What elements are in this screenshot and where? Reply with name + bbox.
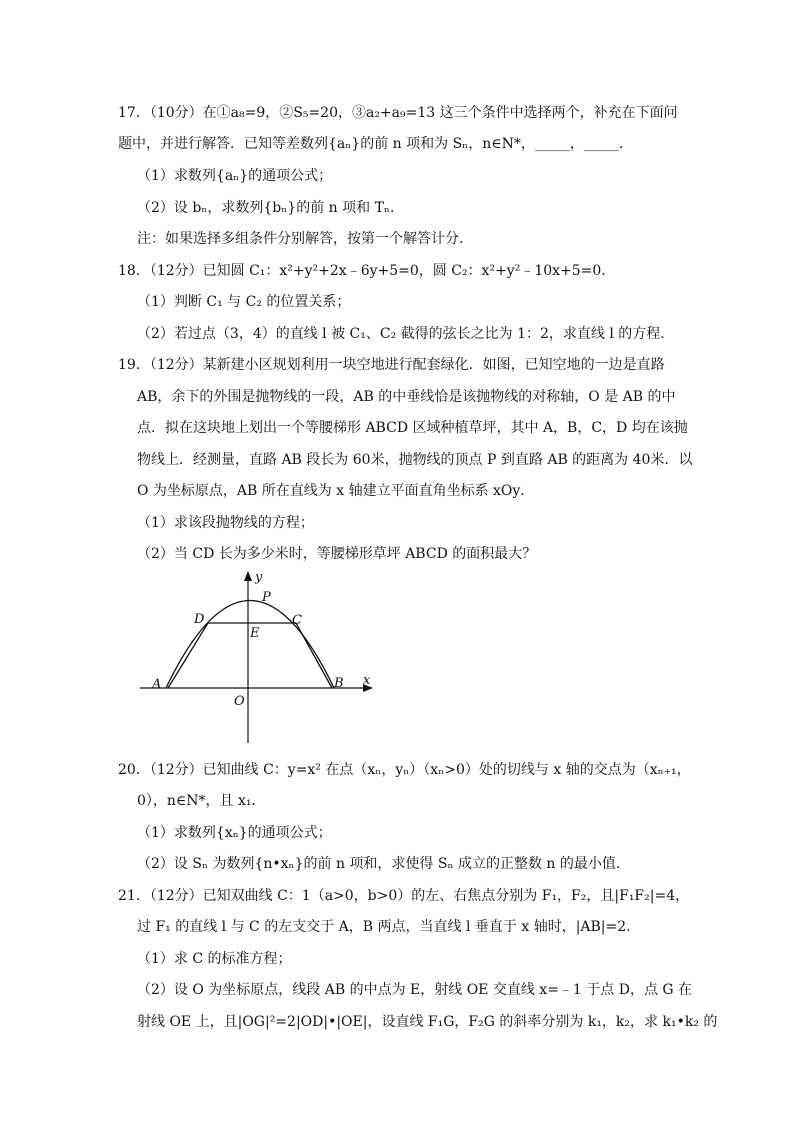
q21-part2: （2）设 O 为坐标原点，线段 AB 的中点为 E，射线 OE 交直线 x=﹣1 于点 D，点 G 在 (137, 982, 693, 998)
q18-part2: （2）若过点（3，4）的直线 l 被 C₁、C₂ 截得的弦长之比为 1：2，求直线 l 的方程． (137, 326, 675, 342)
q21-part1: （1）求 C 的标准方程； (137, 951, 292, 967)
q18-part1: （1）判断 C₁ 与 C₂ 的位置关系； (137, 294, 351, 310)
label-o: O (234, 694, 245, 709)
q19-part2: （2）当 CD 长为多少米时，等腰梯形草坪 ABCD 的面积最大？ (137, 546, 537, 562)
label-x: x (363, 673, 371, 688)
label-p: P (262, 590, 271, 605)
q20-part1: （1）求数列{xₙ}的通项公式； (137, 825, 332, 841)
label-a: A (152, 677, 162, 692)
q19-part1: （1）求该段抛物线的方程； (137, 515, 314, 531)
q21-line1: 21．（12分）已知双曲线 C：1（a>0，b>0）的左、右焦点分别为 F₁，F₂，且|F₁F₂|=4， (118, 888, 690, 904)
parabola-curve (166, 601, 334, 689)
q17-part2: （2）设 bₙ，求数列{bₙ}的前 n 项和 Tₙ． (137, 200, 404, 216)
parabola-figure (130, 563, 380, 748)
q21-line2: 过 F₁ 的直线 l 与 C 的左支交于 A，B 两点，当直线 l 垂直于 x 轴时，|AB|=2． (137, 919, 641, 935)
q20-line2: 0），n∈N*，且 x₁． (137, 793, 266, 809)
q17-line2: 题中，并进行解答．已知等差数列{aₙ}的前 n 项和为 Sₙ，n∈N*，_____，_____． (118, 136, 633, 152)
label-b: B (334, 676, 344, 691)
label-y: y (255, 570, 263, 585)
label-c: C (292, 613, 302, 628)
q20-part2: （2）设 Sₙ 为数列{n•xₙ}的前 n 项和，求使得 Sₙ 成立的正整数 n 的最小值． (137, 856, 630, 872)
label-e: E (250, 626, 260, 641)
q17-line1: 17．（10分）在①a₈=9，②S₅=20，③a₂+a₉=13 这三个条件中选择两个，补充在下面问 (118, 105, 678, 121)
q19-line5: O 为坐标原点，AB 所在直线为 x 轴建立平面直角坐标系 xOy． (137, 483, 535, 499)
q21-line5: 射线 OE 上，且|OG|²=2|OD|•|OE|，设直线 F₁G，F₂G 的斜率分别为 k₁，k₂，求 k₁•k₂ 的 (137, 1014, 718, 1030)
q19-line3: 点．拟在这块地上划出一个等腰梯形 ABCD 区域种植草坪，其中 A，B，C，D 均在该抛 (137, 420, 688, 436)
q18-line1: 18．（12分）已知圆 C₁：x²+y²+2x﹣6y+5=0，圆 C₂：x²+y²﹣10x+5=0． (118, 263, 616, 279)
q17-note: 注：如果选择多组条件分别解答，按第一个解答计分． (137, 231, 473, 247)
q17-part1: （1）求数列{aₙ}的通项公式； (137, 168, 333, 184)
q19-line1: 19．（12分）某新建小区规划利用一块空地进行配套绿化．如图，已知空地的一边是直路 (118, 357, 665, 373)
q19-line2: AB，余下的外围是抛物线的一段，AB 的中垂线恰是该抛物线的对称轴，O 是 AB 的中 (137, 389, 676, 405)
q20-line1: 20．（12分）已知曲线 C：y=x² 在点（xₙ，yₙ）（xₙ>0）处的切线与 x 轴的交点为（xₙ₊₁， (118, 762, 691, 778)
label-d: D (194, 612, 205, 627)
q19-line4: 物线上．经测量，直路 AB 段长为 60米，抛物线的顶点 P 到直路 AB 的距离为 40米．以 (137, 452, 693, 468)
